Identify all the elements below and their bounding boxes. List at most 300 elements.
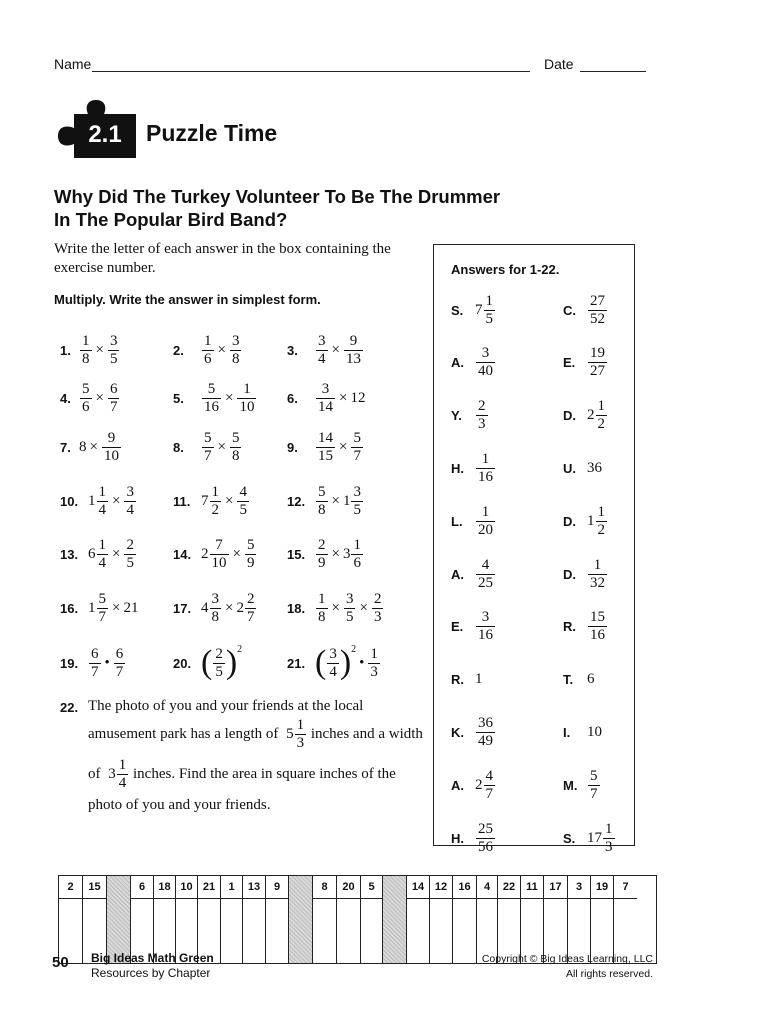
answer-cell[interactable] <box>544 876 568 963</box>
fraction <box>476 609 495 644</box>
exercise-expression <box>201 591 257 626</box>
numerator: 3 <box>345 590 354 607</box>
answer-letter: U. <box>563 460 576 476</box>
numerator: 3 <box>126 483 134 500</box>
denominator: 20 <box>478 521 493 538</box>
exercise-number: 12. <box>287 493 306 509</box>
exercise-number: 6. <box>287 390 298 406</box>
problem-22-line-4: photo of you and your friends. <box>88 797 271 813</box>
numerator: 3 <box>231 332 240 349</box>
answer-value <box>475 609 496 644</box>
exercise-item <box>287 330 364 370</box>
exercise-expression <box>315 537 364 572</box>
numerator: 6 <box>91 645 99 662</box>
book-subtitle: Resources by Chapter <box>91 966 211 980</box>
cell-number: 4 <box>477 876 497 899</box>
fraction <box>97 591 109 626</box>
exercise-number: 5. <box>173 390 184 406</box>
text-span: inches and a width <box>310 725 423 742</box>
exercise-number: 22. <box>60 700 79 715</box>
fraction <box>476 451 495 486</box>
exercise-item <box>60 378 120 418</box>
fraction <box>588 293 607 328</box>
denominator: 4 <box>118 775 127 791</box>
exercise-item <box>287 378 365 418</box>
answer-cell[interactable] <box>453 876 477 963</box>
fraction <box>316 484 328 519</box>
numerator: 5 <box>231 429 240 446</box>
answer-value <box>587 345 608 380</box>
name-line[interactable] <box>92 71 530 72</box>
fraction <box>124 484 136 519</box>
denominator: 8 <box>82 350 90 367</box>
instructions: Write the letter of each answer in the box containing the exercise number. <box>54 241 391 276</box>
answer-value <box>475 671 483 688</box>
answer-cell[interactable] <box>361 876 383 963</box>
fraction <box>202 333 214 368</box>
answer-letter: E. <box>451 619 464 635</box>
numerator: 3 <box>476 345 495 363</box>
exercise-number: 19. <box>60 655 79 671</box>
fraction <box>327 646 339 681</box>
answer-item <box>563 448 602 488</box>
numerator: 3 <box>318 332 326 349</box>
date-label: Date <box>544 56 574 72</box>
exercise-item <box>173 378 257 418</box>
answer-letter: A. <box>451 566 464 582</box>
answer-item <box>563 501 608 541</box>
cell-number: 12 <box>430 876 452 899</box>
answer-cell[interactable] <box>430 876 453 963</box>
denominator: 56 <box>478 838 493 855</box>
whole-number: 2 <box>475 776 483 793</box>
fraction <box>344 333 363 368</box>
numerator: 6 <box>115 645 124 662</box>
answer-cell[interactable] <box>176 876 198 963</box>
exercise-item <box>287 481 364 521</box>
exercise-number: 9. <box>287 439 298 455</box>
exercise-number: 2. <box>173 342 184 358</box>
answer-value <box>587 671 595 688</box>
numerator: 9 <box>102 430 121 448</box>
fraction <box>245 591 257 626</box>
fraction <box>476 821 495 856</box>
blank-cell <box>289 876 313 963</box>
numerator: 2 <box>246 590 255 607</box>
numerator: 5 <box>590 767 598 784</box>
whole-number: 21 <box>123 599 139 616</box>
exponent: 2 <box>351 643 357 655</box>
exercise-item <box>287 427 364 467</box>
answer-cell[interactable] <box>521 876 544 963</box>
cell-number: 5 <box>361 876 382 899</box>
answer-value <box>587 504 608 539</box>
cell-number: 10 <box>176 876 197 899</box>
parenthesis: ( <box>315 644 327 681</box>
denominator: 16 <box>478 627 493 644</box>
whole-number: 1 <box>342 492 351 509</box>
fraction <box>596 398 608 433</box>
answer-value <box>475 715 496 750</box>
exercise-number: 4. <box>60 390 71 406</box>
exercise-item <box>173 643 242 683</box>
fraction <box>476 557 495 592</box>
numerator: 1 <box>118 757 127 773</box>
denominator: 27 <box>590 363 605 380</box>
answer-item <box>563 818 616 858</box>
numerator: 2 <box>478 398 486 415</box>
exercise-expression <box>201 430 242 465</box>
denominator: 5 <box>215 663 223 680</box>
exercise-number: 7. <box>60 439 71 455</box>
section-subhead: Multiply. Write the answer in simplest form. <box>54 292 321 307</box>
operator-symbol: × <box>331 492 340 509</box>
cell-number: 16 <box>453 876 476 899</box>
answer-cell[interactable] <box>313 876 337 963</box>
cell-number: 13 <box>243 876 265 899</box>
answer-item <box>563 554 608 594</box>
numerator: 1 <box>98 536 106 553</box>
exercise-number: 13. <box>60 546 79 562</box>
operator-symbol: × <box>112 599 121 616</box>
operator-symbol: × <box>225 492 234 509</box>
whole-number: 10 <box>587 723 602 740</box>
text-span: inches. Find the area in square inches of the <box>133 765 396 782</box>
riddle-line-2: In The Popular Bird Band? <box>54 209 288 230</box>
denominator: 7 <box>91 663 99 680</box>
exercise-number: 17. <box>173 600 192 616</box>
denominator: 13 <box>345 350 361 367</box>
answers-box <box>433 244 635 846</box>
denominator: 6 <box>204 350 212 367</box>
answer-item <box>451 554 496 594</box>
exercise-expression <box>79 381 120 416</box>
denominator: 5 <box>353 501 361 518</box>
fraction <box>476 715 495 750</box>
fraction <box>351 537 363 572</box>
cell-number: 15 <box>83 876 106 899</box>
operator-symbol: • <box>104 654 110 671</box>
numerator: 25 <box>478 820 493 837</box>
answer-value <box>587 293 608 328</box>
exercise-expression <box>315 643 381 681</box>
exercise-expression <box>315 381 365 416</box>
answer-cell[interactable] <box>221 876 243 963</box>
answer-cell[interactable] <box>568 876 591 963</box>
whole-number: 7 <box>201 492 209 509</box>
operator-symbol: × <box>217 341 226 358</box>
answer-cell[interactable] <box>243 876 266 963</box>
answer-cell[interactable] <box>154 876 176 963</box>
answer-value <box>587 768 601 803</box>
answer-value <box>587 460 602 477</box>
fraction <box>484 293 496 328</box>
fraction <box>316 333 328 368</box>
fraction <box>202 381 221 416</box>
denominator: 40 <box>478 363 493 380</box>
fraction <box>89 646 101 681</box>
fraction <box>97 537 109 572</box>
exercise-item <box>173 534 257 574</box>
fraction <box>114 646 126 681</box>
rights-line: All rights reserved. <box>566 968 653 980</box>
whole-number: 1 <box>475 671 483 688</box>
numerator: 3 <box>316 381 335 399</box>
exercise-number: 10. <box>60 493 79 509</box>
fraction <box>237 484 249 519</box>
fraction <box>603 821 615 856</box>
answer-value <box>475 557 496 592</box>
cell-number: 9 <box>266 876 288 899</box>
answer-letter: M. <box>563 777 578 793</box>
fraction <box>476 504 495 539</box>
denominator: 3 <box>373 608 382 625</box>
denominator: 15 <box>318 447 333 464</box>
numerator: 1 <box>605 820 613 837</box>
fraction <box>108 333 120 368</box>
fraction <box>80 333 92 368</box>
fraction <box>108 381 120 416</box>
answer-item <box>563 396 608 436</box>
numerator: 5 <box>318 483 326 500</box>
numerator: 1 <box>204 332 212 349</box>
whole-number: 2 <box>201 545 209 562</box>
answer-letter: E. <box>563 355 576 371</box>
exercise-item <box>60 588 138 628</box>
exercise-expression <box>79 333 120 368</box>
exercise-number: 15. <box>287 546 306 562</box>
cell-number: 3 <box>568 876 590 899</box>
parenthesis: ( <box>201 644 213 681</box>
answer-cell[interactable] <box>407 876 430 963</box>
exercise-item <box>60 427 122 467</box>
answer-cell[interactable] <box>131 876 154 963</box>
blank-cell <box>383 876 407 963</box>
copyright-line: Copyright © Big Ideas Learning, LLC <box>481 953 653 965</box>
exercise-expression <box>315 333 364 368</box>
fraction <box>316 381 335 416</box>
exercise-expression <box>315 484 364 519</box>
whole-number: 12 <box>350 389 366 406</box>
exercise-item <box>287 643 381 683</box>
answer-letter: D. <box>563 566 576 582</box>
answer-item <box>563 712 602 752</box>
fraction <box>316 430 335 465</box>
denominator: 2 <box>597 521 605 538</box>
denominator: 3 <box>605 838 613 855</box>
whole-number: 6 <box>88 545 96 562</box>
denominator: 7 <box>98 608 106 625</box>
operator-symbol: × <box>112 545 121 562</box>
numerator: 1 <box>296 717 305 733</box>
book-title: Big Ideas Math Green <box>91 951 214 965</box>
fraction <box>351 430 363 465</box>
answer-value <box>475 504 496 539</box>
answer-item <box>451 660 483 700</box>
numerator: 5 <box>98 590 106 607</box>
exercise-item <box>173 588 257 628</box>
answer-value <box>587 724 602 741</box>
cell-number: 1 <box>221 876 242 899</box>
exercise-item <box>60 534 137 574</box>
cell-number: 18 <box>154 876 175 899</box>
answer-cell[interactable] <box>198 876 221 963</box>
operator-symbol: × <box>95 389 104 406</box>
numerator: 1 <box>353 536 361 553</box>
denominator: 5 <box>345 608 354 625</box>
answer-value <box>475 451 496 486</box>
answer-letter: Y. <box>451 408 462 424</box>
fraction <box>476 345 495 380</box>
exercise-item <box>60 330 120 370</box>
answer-item <box>563 607 608 647</box>
cell-number: 14 <box>407 876 429 899</box>
fraction <box>368 646 380 681</box>
answer-letter: C. <box>563 302 576 318</box>
answer-value <box>475 345 496 380</box>
answer-letter: L. <box>451 513 463 529</box>
answer-letter: I. <box>563 724 571 740</box>
answer-item <box>563 765 601 805</box>
denominator: 7 <box>204 447 212 464</box>
page-number: 50 <box>52 954 69 971</box>
numerator: 1 <box>370 645 378 662</box>
copyright <box>420 952 653 982</box>
fraction <box>588 557 607 592</box>
operator-symbol: × <box>232 545 241 562</box>
exercise-number: 20. <box>173 655 192 671</box>
cell-number: 21 <box>198 876 220 899</box>
exercise-number: 18. <box>287 600 306 616</box>
operator-symbol: • <box>359 654 365 671</box>
exercise-number: 16. <box>60 600 79 616</box>
numerator: 9 <box>344 333 363 351</box>
exercise-expression <box>88 484 137 519</box>
exercise-expression <box>79 430 122 465</box>
numerator: 2 <box>318 536 326 553</box>
answer-cell[interactable] <box>591 876 614 963</box>
exercise-number: 14. <box>173 546 192 562</box>
answer-cell[interactable] <box>59 876 83 963</box>
whole-number: 2 <box>587 407 595 424</box>
denominator: 10 <box>239 398 255 415</box>
answer-value <box>587 557 608 592</box>
answer-item <box>451 501 496 541</box>
answer-cell[interactable] <box>477 876 498 963</box>
exercise-item <box>60 643 126 683</box>
name-label: Name <box>54 56 92 72</box>
numerator: 7 <box>210 537 229 555</box>
numerator: 14 <box>318 429 333 446</box>
fraction <box>213 646 225 681</box>
denominator: 16 <box>590 627 605 644</box>
fraction <box>210 591 222 626</box>
denominator: 8 <box>231 447 240 464</box>
denominator: 4 <box>98 501 106 518</box>
whole-number: 8 <box>79 438 87 455</box>
exercise-expression <box>88 591 138 626</box>
fraction <box>588 609 607 644</box>
answer-item <box>563 660 595 700</box>
exercise-expression <box>88 537 137 572</box>
answer-value <box>475 398 489 433</box>
denominator: 52 <box>590 310 605 327</box>
exercise-expression <box>315 430 364 465</box>
numerator: 1 <box>476 451 495 469</box>
book-info <box>91 951 214 981</box>
denominator: 5 <box>239 501 247 518</box>
exercise-expression <box>201 484 250 519</box>
numerator: 3 <box>109 332 118 349</box>
exercise-item <box>173 330 242 370</box>
exercise-expression <box>315 591 384 626</box>
answer-letter: H. <box>451 830 464 846</box>
denominator: 8 <box>318 608 326 625</box>
fraction <box>344 591 356 626</box>
whole-number: 17 <box>587 829 602 846</box>
answer-value <box>587 398 608 433</box>
answer-cell[interactable] <box>83 876 107 963</box>
cell-number: 11 <box>521 876 543 899</box>
exercise-number: 3. <box>287 342 298 358</box>
page-title: Puzzle Time <box>146 120 278 146</box>
numerator: 1 <box>485 292 493 309</box>
exercise-number: 1. <box>60 342 71 358</box>
operator-symbol: × <box>339 389 348 406</box>
denominator: 4 <box>98 554 106 571</box>
date-line[interactable] <box>580 71 646 72</box>
answer-cell[interactable] <box>614 876 637 963</box>
exercise-expression <box>88 646 126 681</box>
answer-letter: R. <box>563 619 576 635</box>
whole-number: 5 <box>286 726 294 742</box>
exercise-item <box>287 588 384 628</box>
whole-number: 6 <box>587 671 595 688</box>
denominator: 8 <box>318 501 326 518</box>
fraction <box>295 717 307 752</box>
numerator: 2 <box>126 536 134 553</box>
answer-item <box>563 343 608 383</box>
riddle-line-1: Why Did The Turkey Volunteer To Be The Drummer <box>54 186 501 207</box>
blank-cell <box>107 876 131 963</box>
whole-number: 36 <box>587 459 602 476</box>
numerator: 1 <box>98 483 106 500</box>
numerator: 5 <box>202 381 221 399</box>
fraction <box>596 504 608 539</box>
denominator: 10 <box>103 447 119 464</box>
whole-number: 1 <box>88 599 96 616</box>
answer-cell[interactable] <box>337 876 361 963</box>
numerator: 36 <box>478 714 493 731</box>
answer-cell[interactable] <box>498 876 521 963</box>
answer-letter: H. <box>451 460 464 476</box>
whole-number: 3 <box>108 766 116 782</box>
text-span: amusement park has a length of <box>88 725 279 742</box>
numerator: 1 <box>82 332 90 349</box>
numerator: 4 <box>485 767 493 784</box>
denominator: 7 <box>590 785 598 802</box>
denominator: 10 <box>211 554 227 571</box>
denominator: 7 <box>485 785 493 802</box>
numerator: 1 <box>476 504 495 522</box>
cell-number: 6 <box>131 876 153 899</box>
numerator: 6 <box>109 380 118 397</box>
numerator: 1 <box>237 381 256 399</box>
denominator: 8 <box>211 608 219 625</box>
fraction <box>484 768 496 803</box>
answer-value <box>475 768 496 803</box>
answer-cell[interactable] <box>266 876 289 963</box>
